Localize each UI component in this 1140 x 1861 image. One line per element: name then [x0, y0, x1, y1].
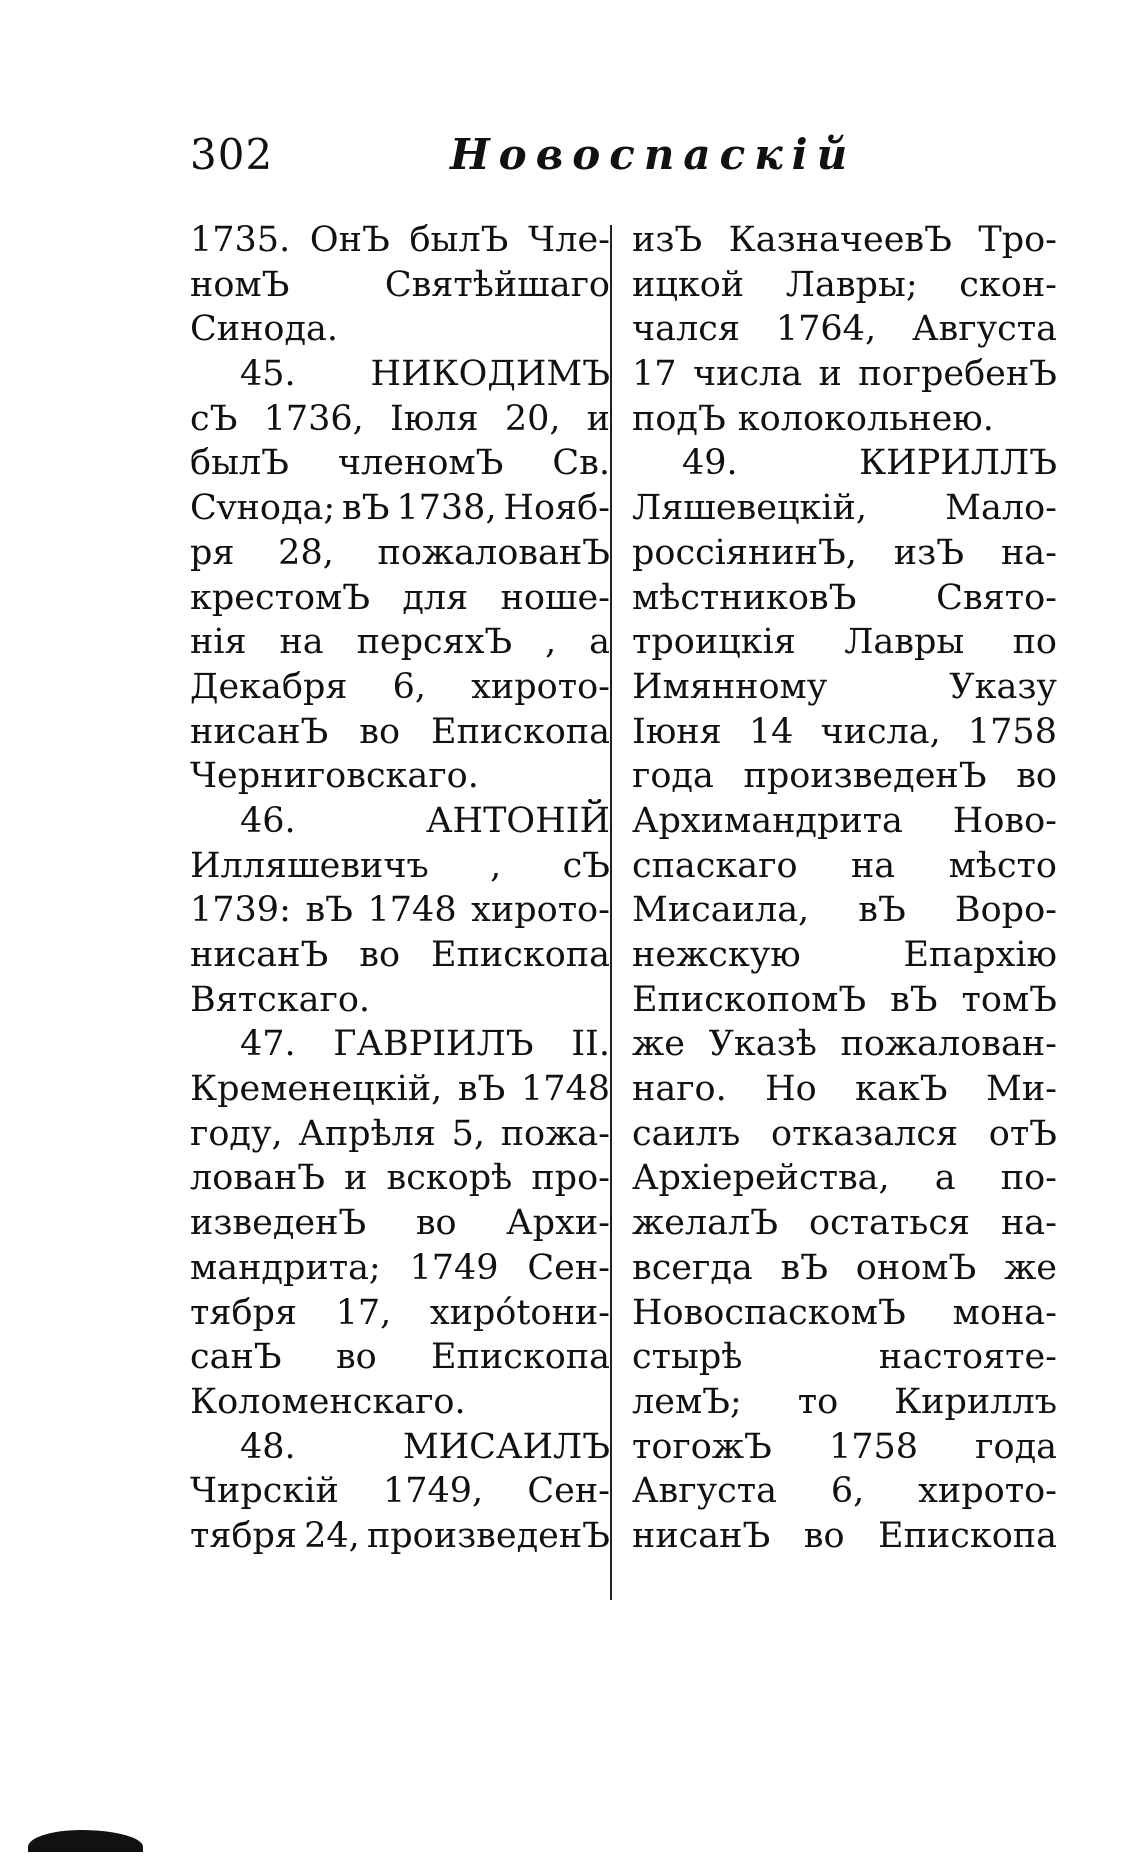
- text-line: тября 17, хирótони-: [190, 1292, 610, 1333]
- text-line: сЪ 1736, Іюля 20, и: [190, 398, 610, 439]
- text-line: Іюня 14 числа, 1758: [632, 711, 1057, 752]
- text-line: 1739: вЪ 1748 хирото-: [190, 890, 610, 931]
- page-number: 302: [190, 130, 274, 179]
- text-line: нисанЪ во Епископа: [632, 1515, 1057, 1556]
- text-line: тогожЪ 1758 года: [632, 1426, 1057, 1467]
- text-line: Илляшевичъ , сЪ: [190, 845, 610, 886]
- text-line: россіянинЪ, изЪ на-: [632, 532, 1057, 573]
- text-line: подЪ колокольнею.: [632, 398, 994, 439]
- text-line: Синода.: [190, 309, 339, 350]
- text-line: Ляшевецкій, Мало-: [632, 488, 1057, 529]
- text-line: спаскаго на мѣсто: [632, 845, 1057, 886]
- text-line: санЪ во Епископа: [190, 1337, 610, 1378]
- text-line: стырѣ настояте-: [632, 1337, 1057, 1378]
- left-text-column: [190, 218, 610, 1559]
- text-line: изведенЪ во Архи-: [190, 1203, 610, 1244]
- text-line: Чирскій 1749, Сен-: [190, 1471, 610, 1512]
- text-line: номЪ Святѣйшаго: [190, 264, 610, 305]
- text-line: 1735. ОнЪ былЪ Чле-: [190, 220, 610, 260]
- text-line: желалЪ остаться на-: [632, 1203, 1057, 1244]
- running-title: Новоспаскій: [450, 130, 857, 179]
- column-divider: [610, 225, 612, 1600]
- text-line: Черниговскаго.: [190, 756, 479, 797]
- text-line: НовоспаскомЪ мона-: [632, 1292, 1057, 1333]
- text-line: Имянному Указу: [632, 666, 1057, 707]
- text-line: троицкія Лавры по: [632, 622, 1057, 663]
- text-line: же Указѣ пожалован-: [632, 1024, 1057, 1065]
- text-line: году, Апрѣля 5, пожа-: [190, 1113, 610, 1154]
- ink-smear: [28, 1830, 143, 1852]
- text-line: былЪ членомЪ Св.: [190, 443, 610, 484]
- text-line: ЕпископомЪ вЪ томЪ: [632, 979, 1057, 1020]
- text-line: изЪ КазначеевЪ Тро-: [632, 220, 1057, 260]
- text-line: нія на персяхЪ , а: [190, 622, 610, 663]
- text-line: мѣстниковЪ Свято-: [632, 577, 1057, 618]
- text-line: мандрита; 1749 Сен-: [190, 1247, 610, 1288]
- right-text-column: [632, 218, 1057, 1559]
- text-line: Архіерейства, а по-: [632, 1158, 1057, 1199]
- text-line: лованЪ и вскорѣ про-: [190, 1158, 610, 1199]
- text-line: нисанЪ во Епископа: [190, 935, 610, 975]
- text-line: нежскую Епархію: [632, 935, 1057, 975]
- running-head: [190, 125, 1050, 185]
- text-line: 48. МИСАИЛЪ: [240, 1426, 610, 1467]
- text-line: крестомЪ для ноше-: [190, 577, 610, 618]
- text-line: Кременецкій, вЪ 1748: [190, 1069, 610, 1110]
- text-line: всегда вЪ ономЪ же: [632, 1247, 1057, 1288]
- text-line: года произведенЪ во: [632, 756, 1057, 797]
- text-line: лемЪ; то Кириллъ: [632, 1381, 1057, 1422]
- text-line: 49. КИРИЛЛЪ: [682, 443, 1057, 484]
- text-line: тября 24, произведенЪ: [190, 1515, 610, 1556]
- text-line: 17 числа и погребенЪ: [632, 354, 1057, 395]
- text-line: нисанЪ во Епископа: [190, 711, 610, 752]
- text-line: Архимандрита Ново-: [632, 800, 1057, 841]
- text-line: Сvнода; вЪ 1738, Нояб-: [190, 488, 610, 529]
- text-line: 46. АНТОНІЙ: [240, 800, 610, 841]
- text-line: ря 28, пожалованЪ: [190, 532, 610, 573]
- text-line: Мисаила, вЪ Воро-: [632, 890, 1057, 931]
- text-line: Декабря 6, хирото-: [190, 666, 610, 707]
- text-line: 47. ГАВРІИЛЪ II.: [240, 1024, 610, 1065]
- text-line: 45. НИКОДИМЪ: [240, 354, 610, 395]
- text-line: ицкой Лавры; скон-: [632, 264, 1057, 305]
- text-line: наго. Но какЪ Ми-: [632, 1069, 1057, 1110]
- text-line: саилъ отказался отЪ: [632, 1113, 1057, 1154]
- text-line: Августа 6, хирото-: [632, 1471, 1057, 1512]
- text-line: Коломенскаго.: [190, 1381, 466, 1422]
- text-line: Вятскаго.: [190, 979, 371, 1020]
- text-line: чался 1764, Августа: [632, 309, 1057, 350]
